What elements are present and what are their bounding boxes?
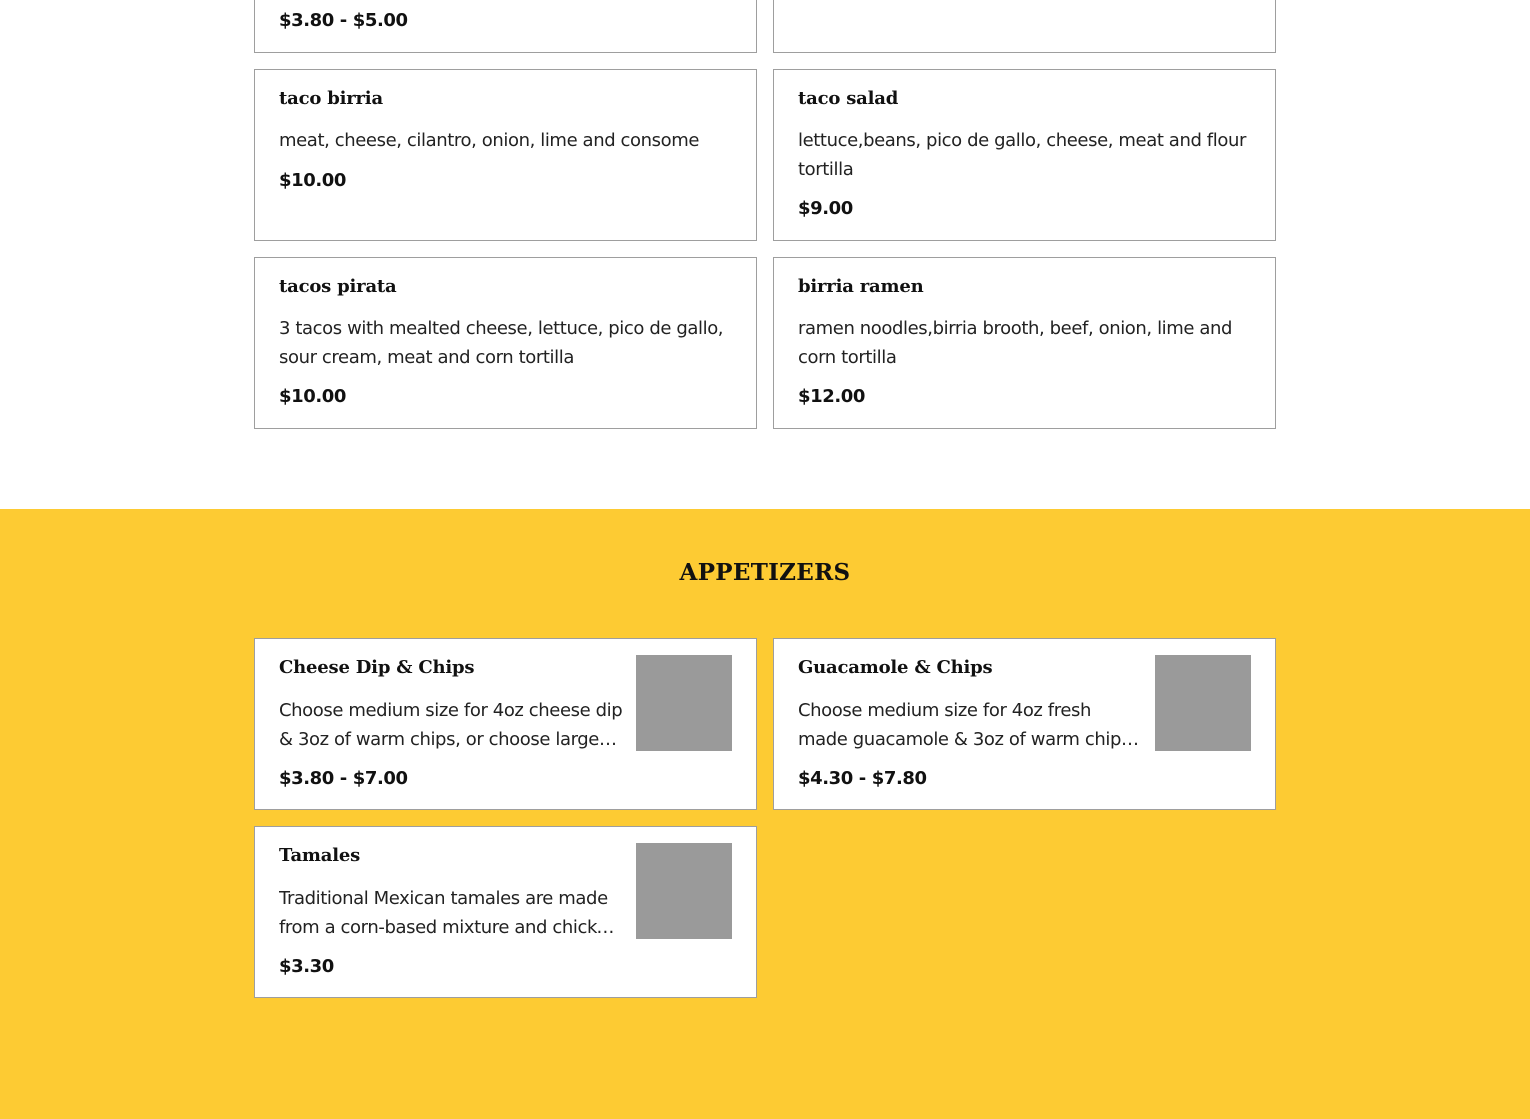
menu-item-description: meat, cheese, cilantro, onion, lime and consome bbox=[279, 130, 700, 151]
menu-item-card[interactable] bbox=[773, 638, 1276, 810]
menu-item-description: ramen noodles,birria brooth, beef, onion, lime and corn tortilla bbox=[798, 318, 1233, 368]
menu-item-card[interactable] bbox=[254, 0, 757, 53]
menu-item-price: $3.80 - $5.00 bbox=[279, 10, 408, 31]
menu-item-image[interactable] bbox=[636, 843, 732, 939]
menu-item-card[interactable] bbox=[773, 0, 1276, 53]
section-title: APPETIZERS bbox=[679, 559, 851, 586]
menu-section-top bbox=[0, 0, 1530, 509]
menu-item-name: Guacamole & Chips bbox=[798, 657, 993, 678]
menu-item-card[interactable] bbox=[254, 826, 757, 998]
menu-item-name: Tamales bbox=[279, 845, 361, 866]
menu-item-card[interactable] bbox=[254, 69, 757, 241]
menu-item-name: tacos pirata bbox=[279, 276, 397, 297]
menu-item-card[interactable] bbox=[254, 257, 757, 429]
menu-item-price: $9.00 bbox=[798, 198, 853, 219]
menu-item-image[interactable] bbox=[636, 655, 732, 751]
menu-item-description: lettuce,beans, pico de gallo, cheese, meat and flour tortilla bbox=[798, 130, 1246, 180]
menu-item-price: $10.00 bbox=[279, 170, 347, 191]
menu-item-card[interactable] bbox=[254, 638, 757, 810]
menu-item-card[interactable] bbox=[773, 257, 1276, 429]
menu-item-name: taco salad bbox=[798, 88, 899, 109]
menu-item-price: $4.30 - $7.80 bbox=[798, 768, 927, 789]
menu-item-description: Traditional Mexican tamales are made from a corn-based mixture and chicken bbox=[279, 888, 619, 938]
appetizers-section bbox=[0, 509, 1530, 1119]
menu-item-description: Choose medium size for 4oz fresh made guacamole & 3oz of warm chips, bbox=[798, 700, 1136, 750]
menu-item-image[interactable] bbox=[1155, 655, 1251, 751]
menu-item-price: $12.00 bbox=[798, 386, 866, 407]
menu-item-description: 3 tacos with mealted cheese, lettuce, pico de gallo, sour cream, meat and corn tortilla bbox=[279, 318, 724, 368]
menu-item-price: $3.30 bbox=[279, 956, 334, 977]
menu-item-name: birria ramen bbox=[798, 276, 924, 297]
menu-item-name: taco birria bbox=[279, 88, 383, 109]
menu-item-description: Choose medium size for 4oz cheese dip & 3oz of warm chips, or choose large bbox=[279, 700, 623, 750]
menu-item-price: $10.00 bbox=[279, 386, 347, 407]
menu-item-price: $3.80 - $7.00 bbox=[279, 768, 408, 789]
menu-item-card[interactable] bbox=[773, 69, 1276, 241]
menu-item-name: Cheese Dip & Chips bbox=[279, 657, 475, 678]
